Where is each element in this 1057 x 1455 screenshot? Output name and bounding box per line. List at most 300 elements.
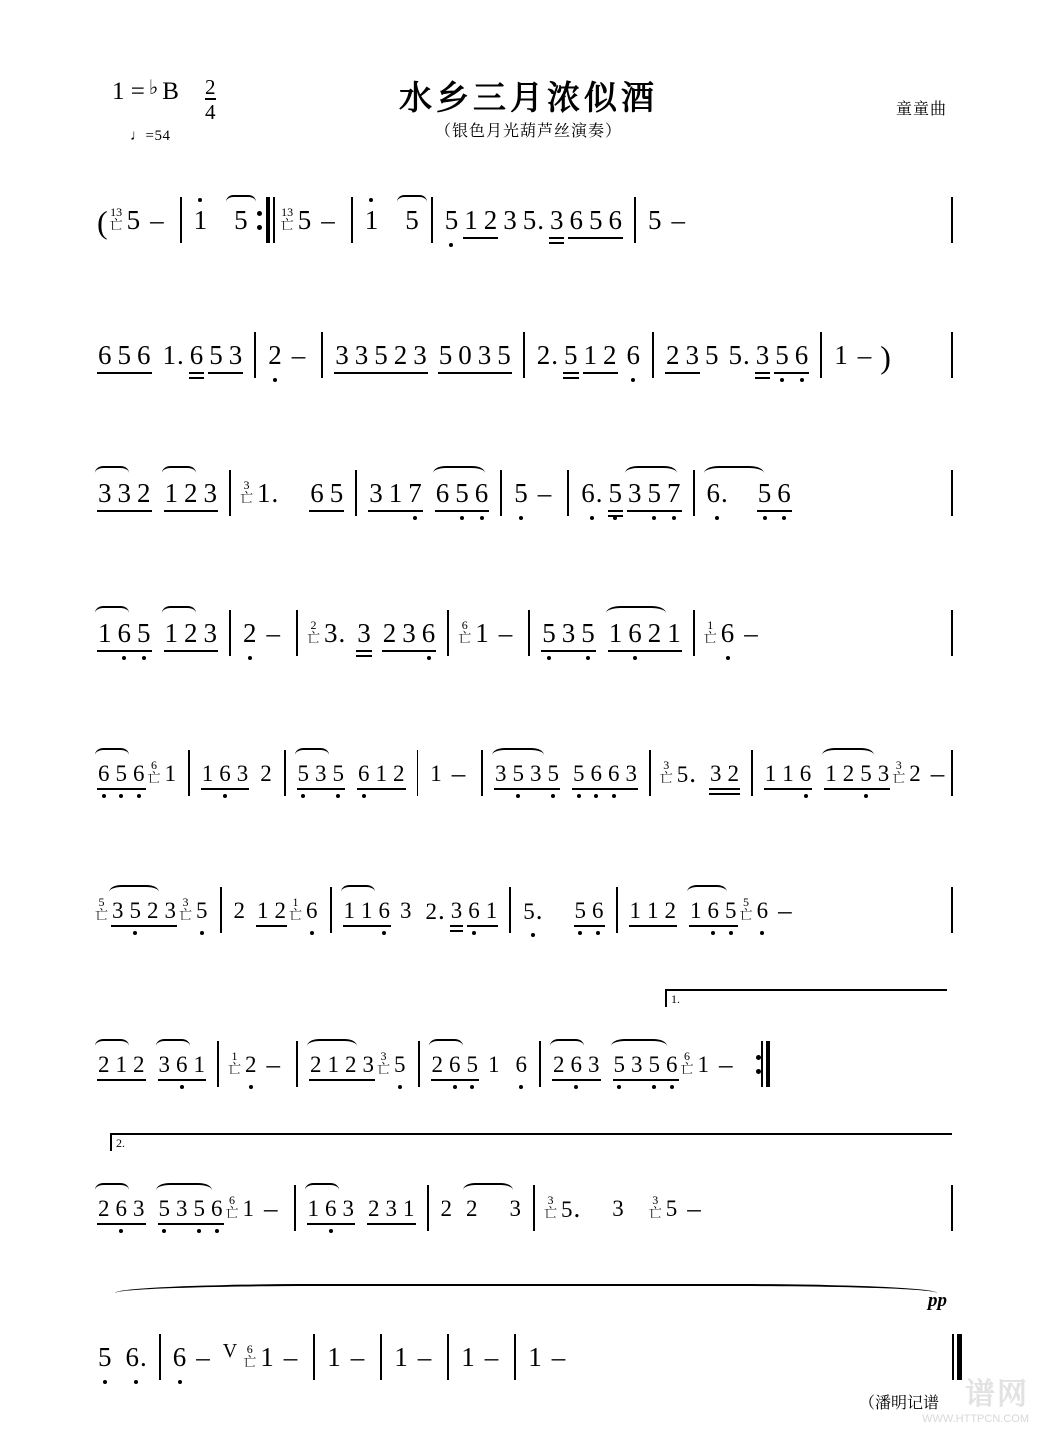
barline <box>481 750 483 796</box>
note: 3 <box>203 617 217 648</box>
note: 6 <box>98 339 112 370</box>
note: 2 <box>666 339 680 370</box>
note: 1 <box>257 897 269 923</box>
note: 1 <box>191 207 211 234</box>
note: 3 <box>133 1195 145 1221</box>
beamed-group <box>187 339 207 370</box>
note: 3 <box>98 477 112 508</box>
note: 1 <box>697 1051 710 1077</box>
sustain-dash: – <box>671 204 685 235</box>
note: 3 <box>710 760 722 786</box>
note: 6 . <box>123 1344 150 1371</box>
note: 6 <box>376 899 394 922</box>
note: 5 <box>117 339 131 370</box>
note: 5. <box>522 204 544 235</box>
note: 2 <box>310 1051 322 1077</box>
note: 3 <box>588 1051 600 1077</box>
note: 1. <box>162 339 184 370</box>
note: 6 <box>208 1197 226 1220</box>
note: 6 <box>216 762 234 785</box>
note: 5 <box>647 204 662 235</box>
barline <box>180 197 182 243</box>
note: 6 . <box>578 480 605 507</box>
beamed-group <box>341 899 394 922</box>
note: 2 <box>184 617 198 648</box>
beamed-group <box>581 339 620 370</box>
barline <box>693 610 695 656</box>
beamed-group <box>429 1053 482 1076</box>
note: 1 <box>583 339 597 370</box>
barline <box>188 750 190 796</box>
slur-icon <box>341 885 375 899</box>
note: 6 . <box>704 480 731 507</box>
fingering-2: 2 亡 <box>307 617 321 645</box>
note: 1 <box>115 1051 127 1077</box>
barline <box>431 197 433 243</box>
slur-icon <box>109 885 159 899</box>
note: 2 <box>240 620 260 647</box>
fingering-3: 3 亡 <box>544 1192 558 1220</box>
system-6 <box>0 855 1057 975</box>
note: 3 <box>877 760 890 786</box>
barline <box>447 1334 449 1380</box>
note: 5 <box>755 480 775 507</box>
note: 1 <box>201 760 214 786</box>
beamed-group <box>95 617 154 648</box>
note: 5 <box>330 762 348 785</box>
note: 3 <box>631 1051 643 1077</box>
note: 5 <box>329 477 344 508</box>
note: 3 <box>685 339 699 370</box>
barline <box>820 332 822 378</box>
slur-icon <box>295 748 329 762</box>
final-barline <box>952 1333 962 1381</box>
barline <box>417 750 419 796</box>
volta-label: 1. <box>671 992 680 1006</box>
note: 3 <box>503 204 517 235</box>
note: 3 <box>158 1051 170 1077</box>
beamed-group <box>448 899 466 922</box>
tempo-marking: ♩=54 <box>130 128 171 144</box>
barline <box>951 1185 953 1231</box>
barline <box>523 332 525 378</box>
note: 5 <box>511 480 531 507</box>
slur-icon <box>463 1183 513 1197</box>
flat-symbol: ♭ <box>148 77 159 99</box>
note: 6 <box>792 342 812 369</box>
sustain-dash: – <box>778 894 792 925</box>
note: 6 <box>137 339 151 370</box>
beamed-group <box>206 339 245 370</box>
note: 5 <box>127 899 145 922</box>
beamed-group <box>606 617 684 648</box>
meter-numerator: 2 <box>205 75 216 99</box>
note: 2 <box>463 1197 481 1220</box>
beamed-group <box>354 617 374 648</box>
beamed-group <box>295 762 348 785</box>
beamed-group <box>365 1197 418 1220</box>
note: 5 <box>564 339 578 370</box>
note: 5 <box>438 339 453 370</box>
barline <box>159 1334 161 1380</box>
note: 6 <box>465 899 483 922</box>
note: 5 <box>391 1053 409 1076</box>
watermark-url: WWW.HTTPCN.COM <box>922 1413 1029 1426</box>
beamed-group <box>109 899 179 922</box>
note: 6 <box>705 899 723 922</box>
note: 5 <box>545 762 563 785</box>
beamed-group <box>561 339 581 370</box>
note: 6 <box>568 1053 586 1076</box>
beamed-group <box>162 617 221 648</box>
beamed-group <box>627 899 680 922</box>
slur-icon <box>95 1183 129 1197</box>
note: 2 <box>393 339 408 370</box>
fingering-6: 6 亡 <box>458 617 472 645</box>
note: 1 <box>528 1341 542 1372</box>
page-subtitle: （银色月光葫芦丝演奏） <box>434 121 622 140</box>
barline <box>951 470 953 516</box>
note: 1 <box>388 477 403 508</box>
note: 6 <box>303 899 321 922</box>
note: 6 <box>774 480 794 507</box>
note: 1 <box>690 897 702 923</box>
note: 2 <box>483 204 498 235</box>
note: 3 <box>117 477 131 508</box>
note: 6 <box>189 339 204 370</box>
note: 6 <box>797 762 815 785</box>
barline <box>229 610 231 656</box>
note: 6 <box>322 1197 340 1220</box>
note: 5 <box>497 339 511 370</box>
barline <box>693 470 695 516</box>
beamed-group <box>461 204 500 235</box>
note: 3 <box>369 477 383 508</box>
fingering-3: 3 亡 <box>377 1048 391 1076</box>
system-9 <box>0 1270 1057 1410</box>
breath-mark: V <box>222 1339 238 1362</box>
barline <box>951 750 953 796</box>
page-title: 水乡三月浓似酒 <box>399 78 658 117</box>
note: 3 <box>477 339 492 370</box>
system-2 <box>0 300 1057 420</box>
note: 5 <box>572 899 590 922</box>
system-3 <box>0 438 1057 558</box>
note: 1 <box>164 760 177 786</box>
note: 5 <box>646 1053 664 1076</box>
note: 3 <box>357 617 371 648</box>
fingering-1: 1 亡 <box>228 1048 242 1076</box>
note: 2 <box>274 897 287 923</box>
key-label: 1 = <box>112 78 145 105</box>
barline <box>951 332 953 378</box>
fingering-3: 3 亡 <box>240 477 254 505</box>
note: 5 <box>464 1053 482 1076</box>
note: 1 <box>307 1195 320 1221</box>
site-watermark <box>922 1376 1029 1427</box>
note: 3 <box>549 204 564 235</box>
beamed-group <box>625 477 684 508</box>
sustain-dash: – <box>930 757 945 788</box>
barline <box>355 470 357 516</box>
note: 5 <box>665 1195 678 1221</box>
note: 5. <box>728 339 750 370</box>
barline <box>514 1334 516 1380</box>
note: 6 <box>569 204 583 235</box>
dynamic-pp: pp <box>928 1290 947 1311</box>
note: 1 <box>485 897 498 923</box>
note: 1 <box>327 1051 340 1077</box>
system-1 <box>0 165 1057 285</box>
beamed-group <box>762 762 815 785</box>
beamed-group <box>772 339 811 370</box>
sustain-dash: – <box>537 477 552 508</box>
barline <box>652 332 654 378</box>
note: 3 <box>413 339 427 370</box>
barline <box>751 750 753 796</box>
note: 2 <box>98 1195 110 1221</box>
meter-denominator: 4 <box>205 100 216 125</box>
note: 6 <box>419 620 439 647</box>
fingering-1: 1 亡 <box>703 617 717 645</box>
note: 1 <box>164 477 178 508</box>
note: 6 <box>588 762 606 785</box>
note: 3 <box>203 477 217 508</box>
note: 6 <box>115 620 135 647</box>
note: 7 <box>664 480 684 507</box>
beamed-group <box>307 477 346 508</box>
note: 3 <box>112 897 124 923</box>
note: 1 <box>629 897 642 923</box>
slur-icon <box>704 466 764 480</box>
sustain-dash: – <box>291 339 306 370</box>
note: 3. <box>324 617 346 648</box>
slur-icon <box>95 748 129 762</box>
note: 5 <box>442 207 462 234</box>
note: 5 <box>209 339 223 370</box>
note: 1 <box>461 1341 475 1372</box>
note: 2 <box>603 339 617 370</box>
note: 6 <box>663 1053 681 1076</box>
note: 3 <box>176 1195 188 1221</box>
sustain-dash: – <box>857 339 872 370</box>
slur-icon <box>156 1039 190 1053</box>
volta-bracket-1 <box>665 989 947 1007</box>
note: 3 <box>385 1195 398 1221</box>
note: 1 <box>164 617 178 648</box>
note: 1 <box>667 617 681 648</box>
note: 5 <box>126 204 141 235</box>
note: 2 <box>647 617 662 648</box>
note: 5 <box>588 204 603 235</box>
note: 3 <box>315 760 327 786</box>
barline <box>539 1041 541 1087</box>
barline <box>294 1185 296 1231</box>
sustain-dash: – <box>266 1048 281 1079</box>
transcriber-credit: （潘明记谱 <box>858 1393 939 1412</box>
sustain-dash: – <box>484 1341 499 1372</box>
beamed-group <box>547 204 567 235</box>
note: 6 <box>754 899 772 922</box>
note: 6 <box>513 1053 531 1076</box>
slur-icon <box>550 1039 584 1053</box>
note: 6 <box>170 1344 190 1371</box>
beamed-group <box>156 1053 209 1076</box>
note: 1 <box>260 1341 274 1372</box>
beamed-group <box>550 1053 603 1076</box>
note: 6 <box>355 762 373 785</box>
note: 2 <box>147 897 159 923</box>
barline <box>321 332 323 378</box>
note: 1 <box>825 760 837 786</box>
note: 6 <box>95 762 113 785</box>
note: 2 <box>664 897 677 923</box>
note: 2. <box>536 339 558 370</box>
barline <box>284 750 286 796</box>
beamed-group <box>465 899 500 922</box>
note: 6 <box>625 620 645 647</box>
note: 7 <box>405 480 425 507</box>
slur-icon <box>492 748 544 762</box>
note: 3 <box>628 477 642 508</box>
barline <box>634 197 636 243</box>
note: 5 <box>611 1053 629 1076</box>
note: 5 <box>295 762 313 785</box>
note: 2 <box>133 1051 145 1077</box>
sustain-dash: – <box>196 1341 210 1372</box>
note: 2 <box>265 342 285 369</box>
long-tie <box>115 1284 937 1302</box>
note: 6 <box>173 1053 191 1076</box>
beamed-group <box>755 477 794 508</box>
note: 3 <box>755 339 770 370</box>
fingering-13: 13 亡 <box>280 204 294 232</box>
barline <box>567 470 569 516</box>
beamed-group <box>95 339 154 370</box>
note: 3 <box>342 1195 355 1221</box>
sustain-dash: – <box>744 617 758 648</box>
sustain-dash: – <box>350 1341 365 1372</box>
barline <box>254 332 256 378</box>
beamed-group <box>366 477 425 508</box>
note: 3 <box>561 617 576 648</box>
barline <box>220 887 222 933</box>
note: 3 <box>509 1195 522 1221</box>
barline <box>418 1041 420 1087</box>
note: 1 <box>343 897 356 923</box>
note: 6 <box>113 1197 131 1220</box>
beamed-group <box>254 899 289 922</box>
beamed-group <box>95 1197 148 1220</box>
note: 1. <box>257 477 279 508</box>
barline <box>296 1041 298 1087</box>
fingering-13: 13 亡 <box>109 204 123 232</box>
system-5 <box>0 718 1057 838</box>
note: 6 <box>718 620 738 647</box>
note: 2 <box>553 1051 565 1077</box>
note: 2 <box>431 1051 444 1077</box>
barline <box>313 1334 315 1380</box>
note: 5. <box>676 757 697 788</box>
note: 5 <box>134 620 154 647</box>
note: 5 <box>193 899 211 922</box>
watermark-logo: 谱网 <box>965 1376 1029 1412</box>
barline <box>447 610 449 656</box>
close-paren: ) <box>880 339 891 375</box>
fingering-1: 1 亡 <box>289 894 303 922</box>
note: 1 <box>98 617 112 648</box>
note: 3 <box>450 897 463 923</box>
note: 3 <box>530 760 542 786</box>
note: 5 <box>606 480 626 507</box>
slur-icon <box>687 885 727 899</box>
slur-icon <box>305 1183 339 1197</box>
beamed-group <box>436 339 514 370</box>
note: 5 <box>374 339 388 370</box>
note: 5 <box>113 762 131 785</box>
barline <box>533 1185 535 1231</box>
note: 1 <box>242 1195 255 1221</box>
note: 5 . <box>520 897 545 924</box>
sustain-dash: – <box>551 1341 566 1372</box>
note: 6 <box>130 762 148 785</box>
note: 2 <box>345 1051 357 1077</box>
note: 6 <box>589 899 607 922</box>
note: 6 <box>624 342 644 369</box>
beamed-group <box>162 477 221 508</box>
beamed-group <box>305 1197 358 1220</box>
beamed-group <box>566 204 625 235</box>
note: 1 <box>608 617 623 648</box>
beamed-group <box>95 1053 148 1076</box>
note: 0 <box>458 339 472 370</box>
beamed-group <box>753 339 773 370</box>
note: 1 <box>403 1195 415 1221</box>
barline <box>951 197 953 243</box>
sustain-dash: – <box>687 1192 701 1223</box>
repeat-start <box>257 196 275 244</box>
barline <box>330 887 332 933</box>
note: 6 <box>310 477 324 508</box>
slur-icon <box>307 1039 357 1053</box>
sustain-dash: – <box>451 757 466 788</box>
beamed-group <box>822 762 892 785</box>
note: 5 <box>570 762 588 785</box>
sustain-dash: – <box>321 204 335 235</box>
repeat-end <box>752 1040 770 1088</box>
sustain-dash: – <box>266 617 280 648</box>
note: 1 <box>834 339 848 370</box>
note: 1 <box>375 760 388 786</box>
note: 1 <box>764 760 777 786</box>
note: 1 <box>430 760 442 786</box>
beamed-group <box>199 762 252 785</box>
note: 5 <box>510 762 528 785</box>
beamed-group <box>95 762 148 785</box>
note: 3 <box>495 760 507 786</box>
fingering-6: 6 亡 <box>243 1341 257 1369</box>
note: 5 <box>234 204 248 235</box>
note: 5 <box>191 1197 209 1220</box>
volta-label: 2. <box>116 1136 125 1150</box>
beamed-group <box>572 899 607 922</box>
slur-icon <box>611 1039 667 1053</box>
note: 2 <box>184 477 198 508</box>
note: 1 <box>464 204 478 235</box>
note: 3 <box>625 760 638 786</box>
system-4 <box>0 578 1057 698</box>
note: 2 <box>842 760 855 786</box>
